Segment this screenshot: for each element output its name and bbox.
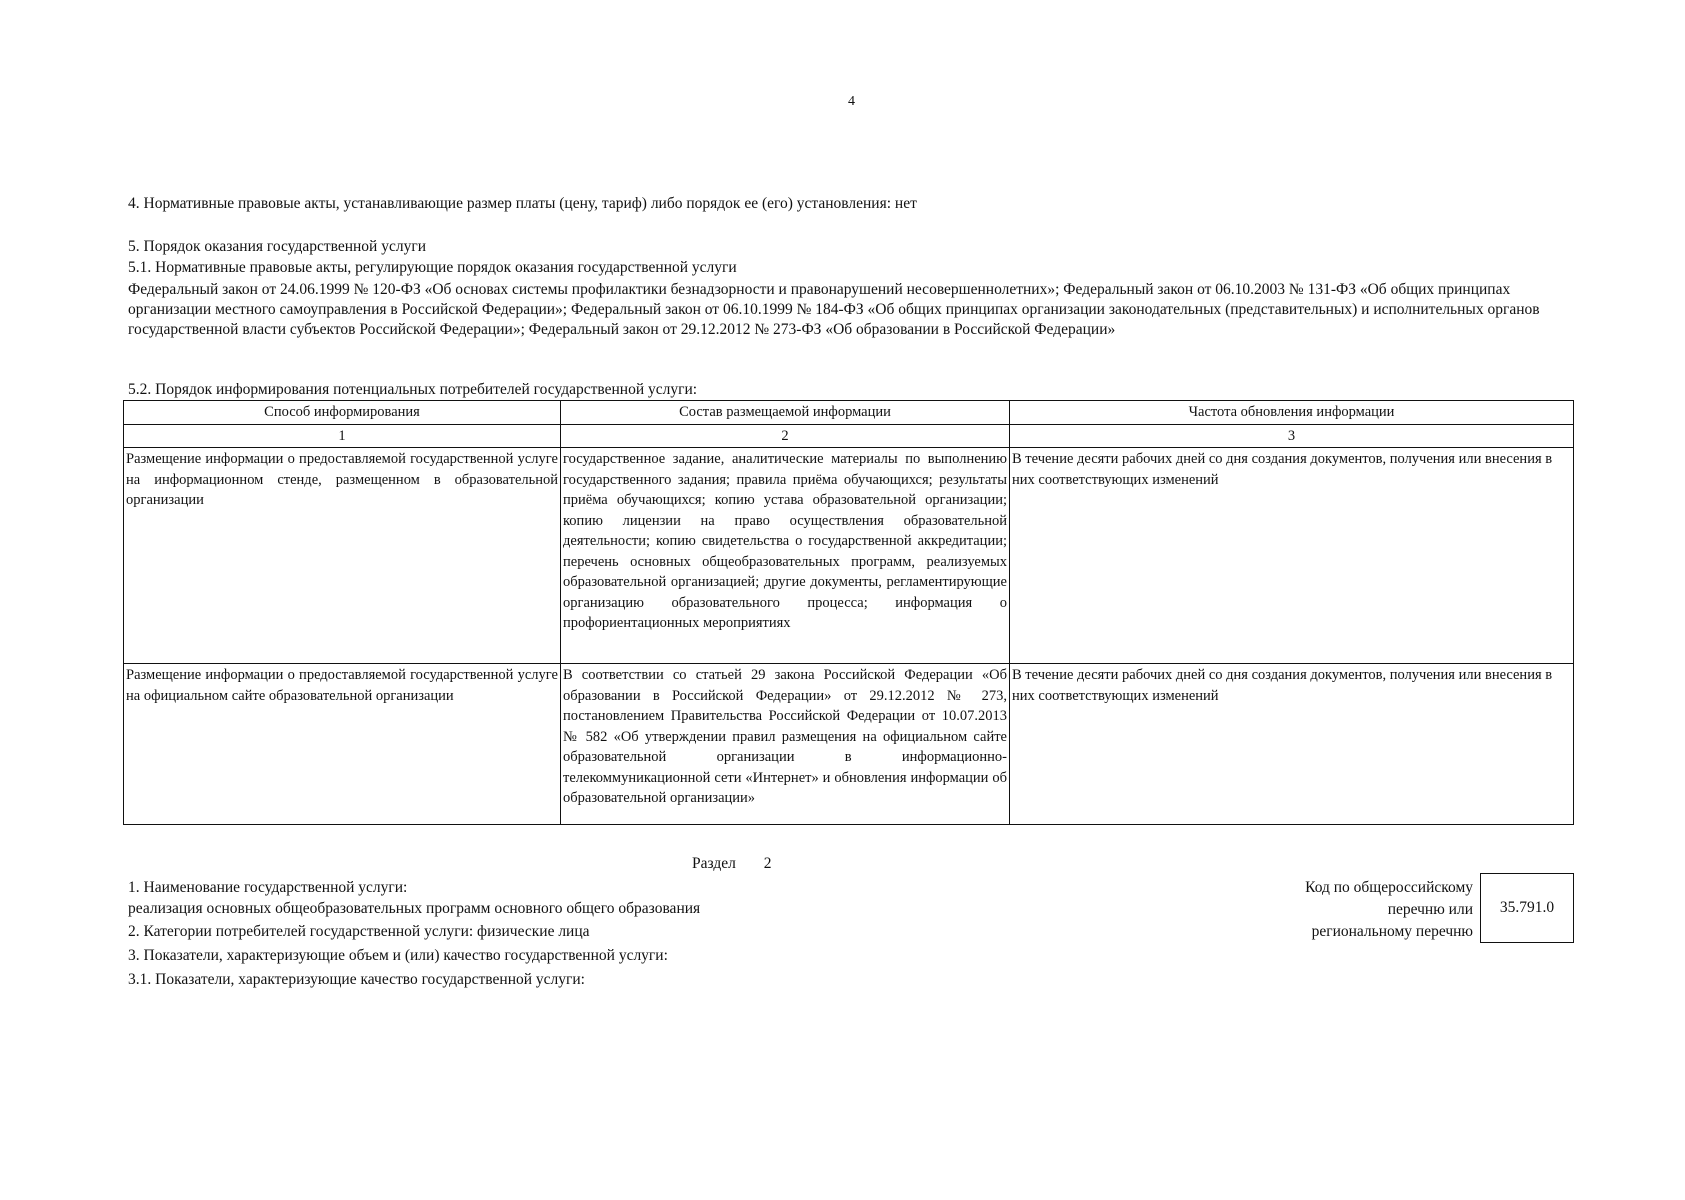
item-5-heading: 5. Порядок оказания государственной услуги <box>128 238 426 255</box>
column-header-method: Способ информирования <box>124 401 561 425</box>
page-number: 4 <box>848 94 855 109</box>
s2-item-1-heading: 1. Наименование государственной услуги: <box>128 879 408 896</box>
cell-method: Размещение информации о предоставляемой государственной услуге на официальном сайте образовательной организации <box>124 664 561 825</box>
s2-item-2-text: 2. Категории потребителей государственной услуги: физические лица <box>128 923 590 940</box>
code-value: 35.791.0 <box>1499 899 1555 916</box>
s2-service-name: реализация основных общеобразовательных программ основного общего образования <box>128 900 701 917</box>
column-header-content: Состав размещаемой информации <box>561 401 1010 425</box>
item-4-text: 4. Нормативные правовые акты, устанавливающие размер платы (цену, тариф) либо порядок ее (его) установления: нет <box>128 195 917 212</box>
s2-item-3-1-heading: 3.1. Показатели, характеризующие качество государственной услуги: <box>128 971 585 988</box>
code-value-box <box>1480 873 1574 943</box>
code-label <box>1305 877 1473 943</box>
cell-frequency: В течение десяти рабочих дней со дня создания документов, получения или внесения в них соответствующих изменений <box>1010 664 1574 825</box>
code-label-line: региональному перечню <box>1311 923 1473 940</box>
table-row <box>124 664 1574 825</box>
item-5-2-heading: 5.2. Порядок информирования потенциальных потребителей государственной услуги: <box>128 381 698 398</box>
section-number: 2 <box>763 855 772 872</box>
information-table <box>123 400 1574 825</box>
section-heading <box>692 854 792 874</box>
cell-content: государственное задание, аналитические материалы по выполнению государственного задания; правила приёма обучающихся; результаты приёма обучающихся; копию устава образовательной организации; копию лицензии на право осуществления образовательной деятельности; копию свидетельства о государственной аккредитации; перечень основных общеобразовательных программ, реализуемых образовательной организацией; другие документы, регламентирующие организацию образовательного процесса; информация о профориентационных мероприятиях <box>561 448 1010 664</box>
item-5-1-heading: 5.1. Нормативные правовые акты, регулирующие порядок оказания государственной услуги <box>128 259 737 276</box>
code-label-line: Код по общероссийскому <box>1305 879 1473 896</box>
table-row <box>124 448 1574 664</box>
code-label-line: перечню или <box>1387 901 1473 918</box>
table-number-row <box>124 424 1574 448</box>
table-header-row <box>124 401 1574 425</box>
cell-content: В соответствии со статьей 29 закона Российской Федерации «Об образовании в Российской Федерации» от 29.12.2012 № 273, постановлением Правительства Российской Федерации от 10.07.2013 № 582 «Об утверждении правил размещения на официальном сайте образовательной организации в информационно-телекоммуникационной сети «Интернет» и обновления информации об образовательной организации» <box>561 664 1010 825</box>
column-header-frequency: Частота обновления информации <box>1010 401 1574 425</box>
column-number: 3 <box>1010 424 1574 448</box>
section-label: Раздел <box>692 855 736 872</box>
column-number: 2 <box>561 424 1010 448</box>
laws-paragraph: Федеральный закон от 24.06.1999 № 120-ФЗ «Об основах системы профилактики безнадзорности и правонарушений несовершеннолетних»; Федеральный закон от 06.10.2003 № 131-ФЗ «Об общих принципах организации местного самоуправления в Российской Федерации»; Федеральный закон от 06.10.1999 № 184-ФЗ «Об общих принципах организации законодательных (представительных) и исполнительных органов государственной власти субъектов Российской Федерации»; Федеральный закон от 29.12.2012 № 273-ФЗ «Об образовании в Российской Федерации» <box>128 281 1540 338</box>
s2-item-3-heading: 3. Показатели, характеризующие объем и (или) качество государственной услуги: <box>128 947 668 964</box>
cell-method: Размещение информации о предоставляемой государственной услуге на информационном стенде, размещенном в образовательной организации <box>124 448 561 664</box>
cell-frequency: В течение десяти рабочих дней со дня создания документов, получения или внесения в них соответствующих изменений <box>1010 448 1574 664</box>
column-number: 1 <box>124 424 561 448</box>
